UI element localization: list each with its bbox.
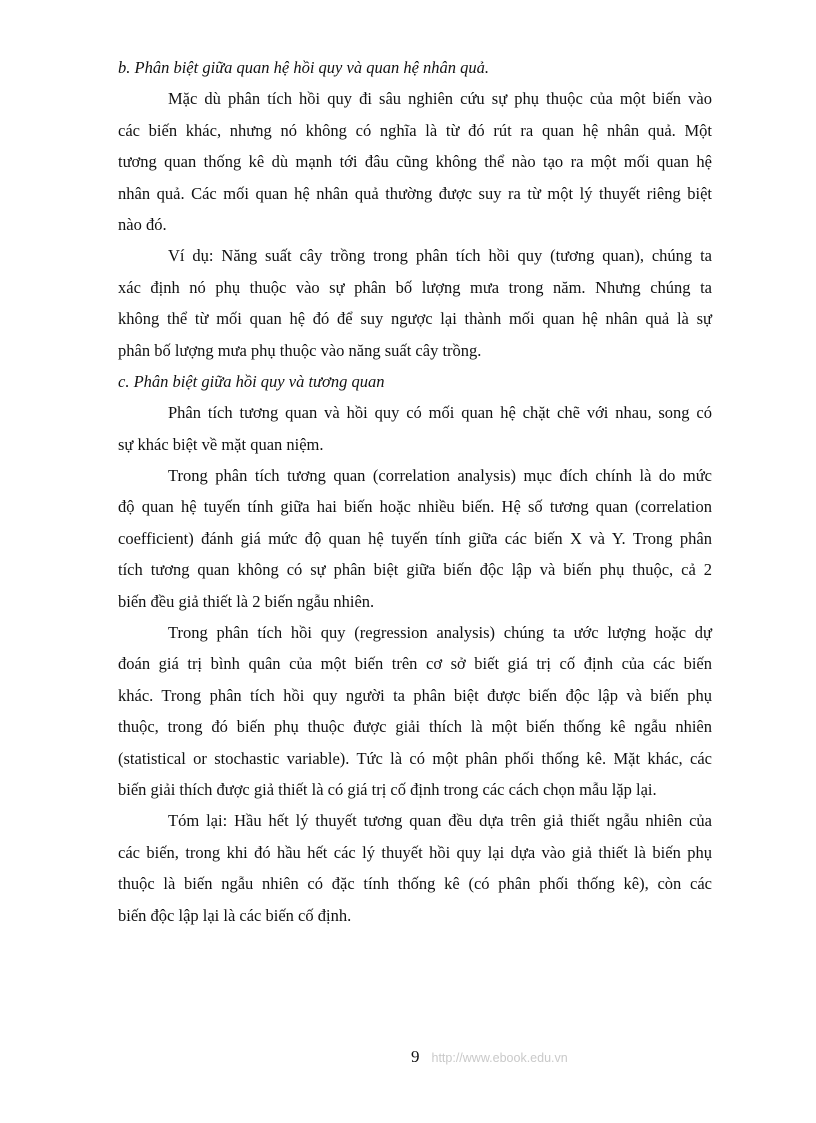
paragraph-line: nhân quả. Các mối quan hệ nhân quả thường được suy ra từ một lý thuyết riêng biệt — [118, 183, 712, 203]
paragraph-line: Mặc dù phân tích hồi quy đi sâu nghiên cứu sự phụ thuộc của một biến vào — [168, 89, 712, 109]
paragraph-line: biến giải thích được giả thiết là có giá trị cố định trong các cách chọn mẫu lặp lại. — [118, 779, 657, 799]
paragraph-line: Phân tích tương quan và hồi quy có mối quan hệ chặt chẽ với nhau, song có — [168, 403, 712, 423]
paragraph-line: sự khác biệt về mặt quan niệm. — [118, 434, 324, 454]
paragraph-line: (statistical or stochastic variable). Tức là có một phân phối thống kê. Mặt khác, các — [118, 748, 712, 768]
paragraph — [118, 240, 712, 366]
paragraph-line: biến đều giả thiết là 2 biến ngẫu nhiên. — [118, 591, 375, 611]
paragraph-line: các biến, trong khi đó hầu hết các lý thuyết hồi quy lại dựa vào giả thiết là biến phụ — [118, 842, 712, 862]
paragraph-line: nào đó. — [118, 214, 167, 234]
paragraph-line: phân bố lượng mưa phụ thuộc vào năng suất cây trồng. — [118, 340, 482, 360]
paragraph — [118, 397, 712, 460]
page-number: 9 — [411, 1047, 420, 1066]
paragraph-line: biến độc lập lại là các biến cố định. — [118, 905, 352, 925]
page-footer — [411, 1047, 568, 1071]
paragraph-line: tương quan thống kê dù mạnh tới đâu cũng không thể nào tạo ra một mối quan hệ — [118, 152, 712, 172]
paragraph-line: Trong phân tích hồi quy (regression analysis) chúng ta ước lượng hoặc dự — [168, 623, 712, 643]
paragraph-line: Tóm lại: Hầu hết lý thuyết tương quan đều dựa trên giả thiết ngẫu nhiên của — [168, 811, 712, 831]
paragraph — [118, 460, 712, 617]
section-heading-c: c. Phân biệt giữa hồi quy và tương quan — [118, 371, 385, 391]
paragraph-line: các biến khác, nhưng nó không có nghĩa là từ đó rút ra quan hệ nhân quả. Một — [118, 120, 712, 140]
paragraph-line: thuộc, trong đó biến phụ thuộc được giải thích là một biến thống kê ngẫu nhiên — [118, 717, 712, 737]
paragraph-line: khác. Trong phân tích hồi quy người ta phân biệt được biến độc lập và biến phụ — [118, 685, 712, 705]
section-heading-b: b. Phân biệt giữa quan hệ hồi quy và quan hệ nhân quả. — [118, 58, 490, 77]
paragraph-line: Trong phân tích tương quan (correlation analysis) mục đích chính là do mức — [168, 466, 712, 486]
paragraph — [118, 83, 712, 240]
paragraph-line: đoán giá trị bình quân của một biến trên cơ sở biết giá trị cố định của các biến — [118, 654, 712, 674]
paragraph-line: coefficient) đánh giá mức độ quan hệ tuyến tính giữa các biến X và Y. Trong phân — [118, 528, 712, 548]
paragraph — [118, 617, 712, 805]
paragraph-line: thuộc là biến ngẫu nhiên có đặc tính thống kê (có phân phối thống kê), còn các — [118, 874, 712, 894]
document-page — [118, 52, 712, 931]
paragraph-line: xác định nó phụ thuộc vào sự phân bố lượng mưa trong năm. Nhưng chúng ta — [118, 277, 712, 297]
paragraph-line: Ví dụ: Năng suất cây trồng trong phân tích hồi quy (tương quan), chúng ta — [168, 246, 712, 266]
paragraph-line: tích tương quan không có sự phân biệt giữa biến độc lập và biến phụ thuộc, cả 2 — [118, 560, 712, 580]
paragraph-line: không thể từ mối quan hệ đó để suy ngược lại thành mối quan hệ nhân quả là sự — [118, 309, 712, 329]
paragraph-line: độ quan hệ tuyến tính giữa hai biến hoặc nhiều biến. Hệ số tương quan (correlation — [118, 497, 712, 517]
footer-url: http://www.ebook.edu.vn — [431, 1051, 568, 1065]
paragraph — [118, 805, 712, 931]
